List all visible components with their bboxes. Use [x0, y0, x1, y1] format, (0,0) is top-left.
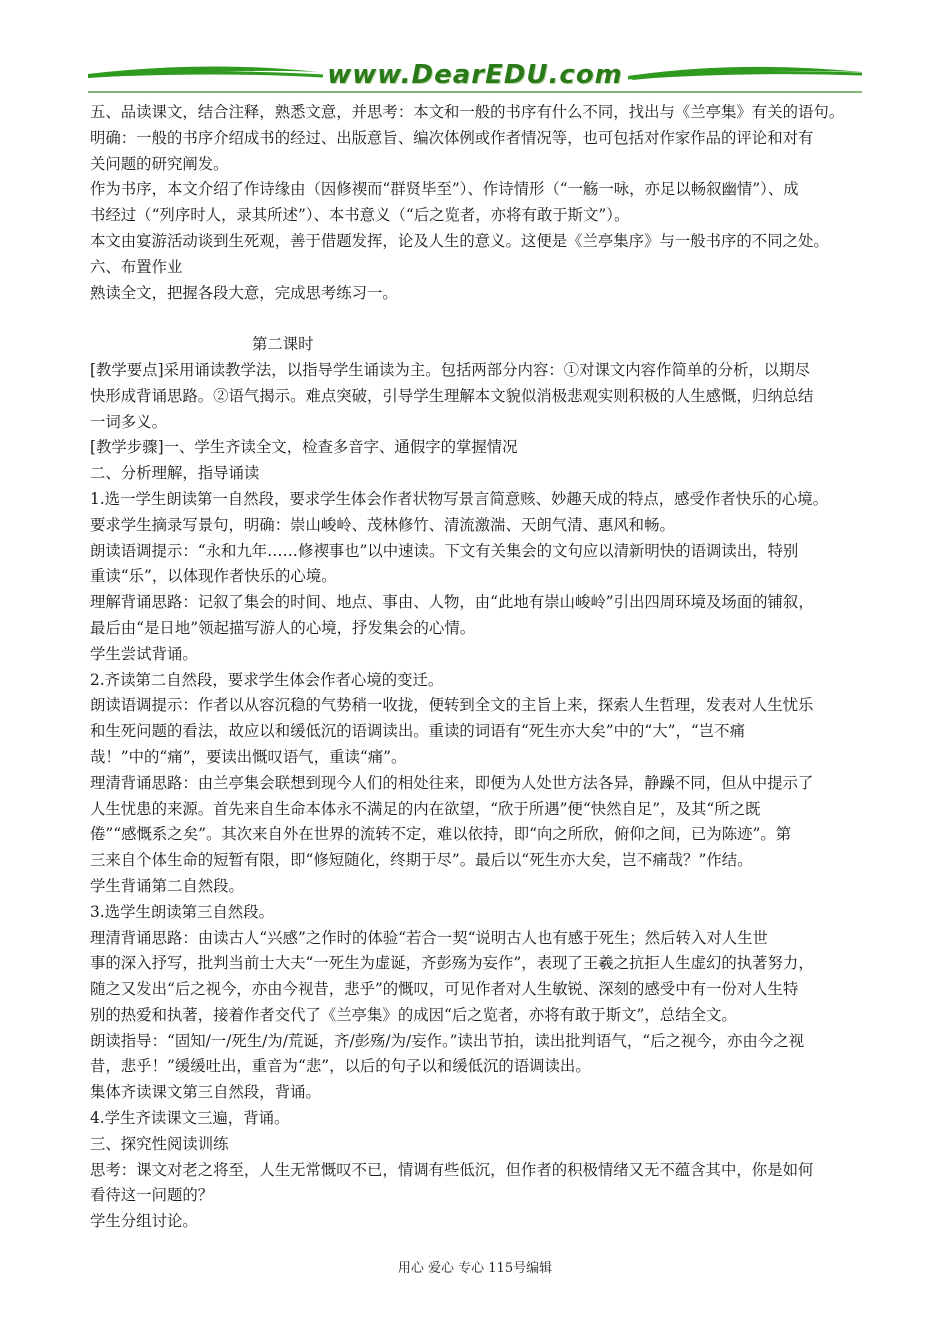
section-heading: 三、探究性阅读训练 — [90, 1134, 229, 1153]
text-line: 理解背诵思路：记叙了集会的时间、地点、事由、人物，由“此地有崇山峻岭”引出四周环境及场面的铺叙， — [90, 593, 814, 612]
text-line: 书经过（“列序时人，录其所述”）、本书意义（“后之览者，亦将有敢于斯文”）。 — [90, 206, 630, 225]
text-line: 看待这一问题的？ — [90, 1186, 214, 1205]
text-line: 理清背诵思路：由读古人“兴感”之作时的体验“若合一契“说明古人也有感于死生；然后转入对人生世 — [90, 928, 768, 947]
text-line: 熟读全文，把握各段大意，完成思考练习一。 — [90, 283, 398, 302]
text-line: 要求学生摘录写景句，明确：崇山峻岭、茂林修竹、清流激湍、天朗气清、惠风和畅。 — [90, 515, 675, 534]
text-line: 重读“乐”，以体现作者快乐的心境。 — [90, 567, 337, 586]
text-line: 人生忧患的来源。首先来自生命本体永不满足的内在欲望，“欣于所遇”便“快然自足”，及其“所之既 — [90, 799, 761, 818]
document-body — [90, 100, 865, 1235]
blank-line — [90, 306, 865, 332]
page-footer: 用心 爱心 专心 115号编辑 — [397, 1261, 553, 1276]
text-line: 三来自个体生命的短暂有限，即“修短随化，终期于尽”。最后以“死生亦大矣，岂不痛哉？”作结。 — [90, 851, 753, 870]
text-line: 五、品读课文，结合注释，熟悉文意，并思考：本文和一般的书序有什么不同，找出与《兰亭集》有关的语句。 — [90, 103, 845, 121]
text-line: 快形成背诵思路。②语气揭示。难点突破，引导学生理解本文貌似消极悲观实则积极的人生感慨，归纳总结 — [90, 386, 814, 405]
text-line: 哉！”中的“痛”，要读出慨叹语气，重读“痛”。 — [90, 747, 407, 766]
text-line: 关问题的研究阐发。 — [90, 154, 229, 173]
text-line: 事的深入抒写，批判当前士大夫“一死生为虚诞，齐彭殇为妄作”，表现了王羲之抗拒人生虚幻的执著努力， — [90, 954, 814, 973]
text-line: 最后由“是日地”领起描写游人的心境，抒发集会的心情。 — [90, 618, 476, 637]
text-line: 学生分组讨论。 — [90, 1212, 198, 1231]
text-line: 作为书序，本文介绍了作诗缘由（因修禊而“群贤毕至”）、作诗情形（“一觞一咏，亦足以畅叙幽情”）、成 — [90, 180, 799, 199]
text-line: 集体齐读课文第三自然段，背诵。 — [90, 1083, 321, 1102]
text-line: 思考：课文对老之将至，人生无常慨叹不已，情调有些低沉，但作者的积极情绪又无不蕴含其中，你是如何 — [90, 1160, 814, 1179]
text-line: 3.选学生朗读第三自然段。 — [90, 902, 274, 921]
site-banner — [88, 58, 862, 98]
text-line: 学生背诵第二自然段。 — [90, 876, 244, 895]
text-line: [教学要点]采用诵读教学法，以指导学生诵读为主。包括两部分内容：①对课文内容作简单的分析，以期尽 — [90, 360, 810, 379]
site-logo: www.DearEDU.com — [327, 60, 623, 90]
text-line: 明确：一般的书序介绍成书的经过、出版意旨、编次体例或作者情况等，也可包括对作家作品的评论和对有 — [90, 128, 814, 147]
text-line: 一词多义。 — [90, 412, 167, 431]
text-line: 和生死问题的看法，故应以和缓低沉的语调读出。重读的词语有“死生亦大矣”中的“大”，“岂不痛 — [90, 722, 745, 741]
text-line: 本文由宴游活动谈到生死观，善于借题发挥，论及人生的意义。这便是《兰亭集序》与一般书序的不同之处。 — [90, 231, 829, 250]
text-line: 随之又发出“后之视今，亦由今视昔，悲乎”的慨叹，可见作者对人生敏锐、深刻的感受中有一份对人生特 — [90, 980, 799, 999]
text-line: [教学步骤]一、学生齐读全文，检查多音字、通假字的掌握情况 — [90, 438, 518, 457]
text-line: 1.选一学生朗读第一自然段，要求学生体会作者状物写景言简意赅、妙趣天成的特点，感受作者快乐的心境。 — [90, 489, 829, 508]
section-heading: 六、布置作业 — [90, 257, 183, 276]
text-line: 倦”“感慨系之矣”。其次来自外在世界的流转不定，难以依持，即“向之所欣，俯仰之间，已为陈迹”。第 — [90, 825, 792, 844]
lesson-title: 第二课时 — [252, 335, 314, 354]
text-line: 2.齐读第二自然段，要求学生体会作者心境的变迁。 — [90, 670, 444, 689]
text-line: 朗读语调提示：“永和九年……修禊事也”以中速读。下文有关集会的文句应以清新明快的语调读出，特别 — [90, 541, 799, 560]
text-line: 4.学生齐读课文三遍，背诵。 — [90, 1109, 290, 1128]
text-line: 昔，悲乎！”缓缓吐出，重音为“悲”，以后的句子以和缓低沉的语调读出。 — [90, 1057, 591, 1076]
text-line: 别的热爱和执著，接着作者交代了《兰亭集》的成因“后之览者，亦将有敢于斯文”，总结全文。 — [90, 1005, 737, 1024]
text-line: 朗读指导：“固知/一/死生/为/荒诞，齐/彭殇/为/妄作。”读出节拍，读出批判语气，“后之视今，亦由今之视 — [90, 1031, 804, 1050]
text-line: 学生尝试背诵。 — [90, 644, 198, 663]
section-heading: 二、分析理解，指导诵读 — [90, 464, 260, 483]
text-line: 理清背诵思路：由兰亭集会联想到现今人们的相处往来，即便为人处世方法各异，静躁不同，但从中提示了 — [90, 773, 814, 792]
text-line: 朗读语调提示：作者以从容沉稳的气势稍一收拢，便转到全文的主旨上来，探索人生哲理，发表对人生忧乐 — [90, 696, 814, 715]
